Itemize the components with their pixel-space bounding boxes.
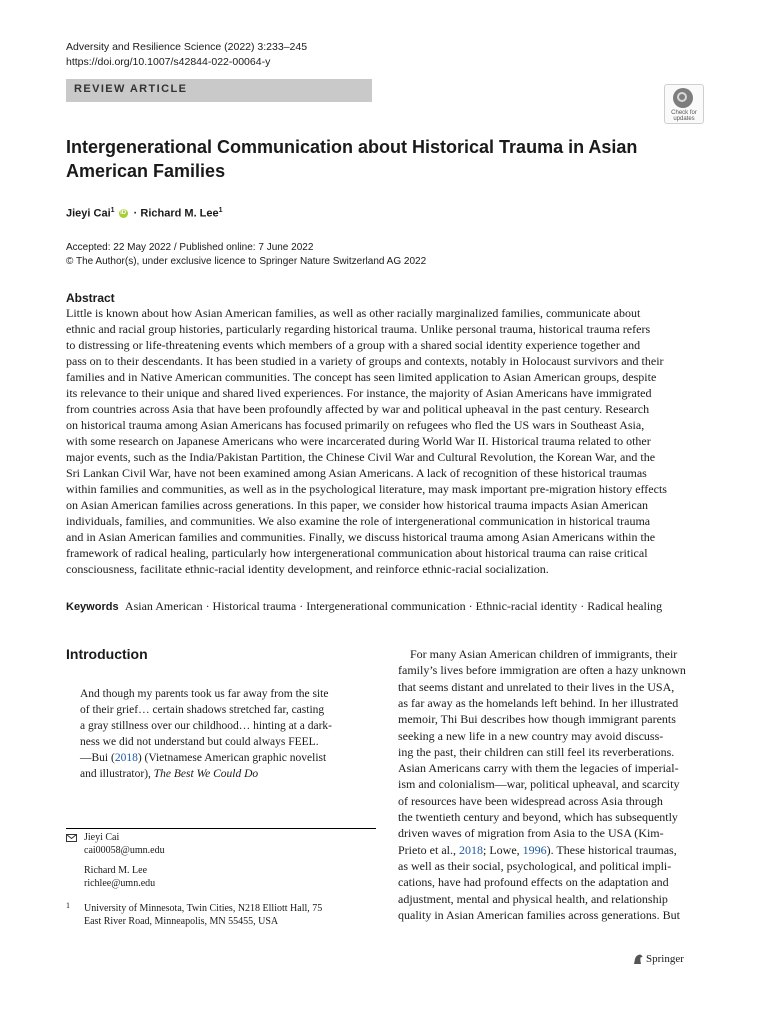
article-title-line: Intergenerational Communication about Historical Trauma in Asian bbox=[66, 137, 638, 157]
abstract-line: within families and communities, as well as in the psychological literature, may mask important pre-migration history effects bbox=[66, 482, 667, 496]
body-text-segment: quality in Asian American families across generations. But bbox=[398, 907, 680, 922]
body-text-segment: adjustment, mental and physical health, and relationship bbox=[398, 891, 668, 906]
epigraph-attribution bbox=[80, 750, 326, 766]
body-text-line bbox=[398, 679, 674, 695]
body-text-line bbox=[398, 793, 663, 809]
affiliation-line: East River Road, Minneapolis, MN 55455, USA bbox=[84, 916, 279, 927]
body-text-line bbox=[398, 809, 678, 825]
abstract-line: individuals, families, and communities. We also examine the role of intergenerational communication in historical trauma bbox=[66, 514, 651, 528]
article-type-label: REVIEW ARTICLE bbox=[74, 83, 188, 95]
abstract-line: its relevance to their unique and shared lived experiences. For instance, the majority of Asian Americans have immigrated bbox=[66, 386, 652, 400]
body-text-segment: memoir, Thi Bui describes how though immigrant parents bbox=[398, 712, 676, 727]
book-title: The Best We Could Do bbox=[153, 768, 259, 780]
epigraph-attribution bbox=[80, 766, 258, 782]
abstract-line: major events, such as the India/Pakistan Partition, the Chinese Civil War and Cultural Revolution, the Korean War, and the bbox=[66, 450, 656, 464]
check-updates-icon-ring bbox=[677, 92, 687, 102]
check-for-updates-badge[interactable] bbox=[664, 84, 704, 124]
journal-citation: Adversity and Resilience Science (2022) 3:233–245 bbox=[66, 41, 308, 53]
body-text-segment: of resources have been widespread across Asia through bbox=[398, 793, 663, 808]
affiliation-marker: 1 bbox=[218, 207, 223, 214]
abstract-line: consciousness, facilitate ethnic-racial identity development, and reinforce ethnic-racial socialization. bbox=[66, 562, 549, 576]
affiliation-number: 1 bbox=[66, 901, 70, 910]
body-text-line bbox=[398, 858, 671, 874]
author-email[interactable]: cai00058@umn.edu bbox=[84, 845, 165, 856]
body-text-segment: as far away as the homelands left behind. In her illustrated bbox=[398, 695, 679, 710]
author-name: Richard M. Lee bbox=[84, 865, 148, 876]
author-separator: · bbox=[130, 207, 141, 220]
body-text-segment: Prieto et al., bbox=[398, 842, 459, 857]
body-text-segment: ). These historical traumas, bbox=[546, 842, 677, 857]
abstract-line: families and in Native American communities. The concept has seen limited application to Asian American groups, despite bbox=[66, 370, 657, 384]
citation-link[interactable]: 1996 bbox=[522, 842, 547, 857]
body-text-line bbox=[398, 891, 668, 907]
check-updates-icon bbox=[673, 88, 693, 108]
body-text-segment: seeking a new life in a new country may avoid discuss- bbox=[398, 728, 664, 743]
abstract-line: on Asian American families across generations. In this paper, we consider how historical trauma impacts Asian American bbox=[66, 498, 649, 512]
body-text-segment: ; Lowe, bbox=[482, 842, 523, 857]
body-text-line bbox=[398, 842, 677, 858]
abstract-line: to distressing or life-threatening events which members of a group with a shared social identity experience together and bbox=[66, 338, 641, 352]
article-title-line: American Families bbox=[66, 161, 226, 181]
body-text-line bbox=[398, 907, 680, 923]
affiliation-marker: 1 bbox=[110, 207, 115, 214]
publisher-name: Springer bbox=[646, 953, 684, 965]
keywords-line bbox=[66, 598, 662, 615]
badge-text-line1: Check for bbox=[671, 110, 697, 116]
citation-link[interactable]: 2018 bbox=[114, 752, 138, 764]
body-text-line bbox=[398, 728, 663, 744]
body-text-segment: For many Asian American children of immigrants, their bbox=[410, 647, 678, 661]
body-text-segment: the twentieth century and beyond, which has subsequently bbox=[398, 810, 678, 824]
publication-dates: Accepted: 22 May 2022 / Published online: 7 June 2022 bbox=[66, 242, 314, 253]
attribution-text: ) (Vietnamese American graphic novelist bbox=[137, 752, 327, 764]
springer-horse-logo-icon bbox=[632, 953, 644, 965]
body-text-segment: ism and colonialism—war, political upheaval, and scarcity bbox=[398, 777, 680, 792]
abstract-line: with some research on Japanese Americans who were incarcerated during World War II. Historical trauma related to other bbox=[66, 434, 651, 448]
badge-text-line2: updates bbox=[673, 116, 695, 122]
abstract-line: Little is known about how Asian American families, as well as other racially marginalized families, communicate about bbox=[66, 306, 641, 320]
body-text-line bbox=[398, 646, 677, 662]
orcid-icon[interactable]: iD bbox=[120, 210, 127, 217]
body-text-segment: ing the past, their children can still feel its reverberations. bbox=[398, 744, 675, 759]
abstract-line: ethnic and racial group histories, particularly regarding historical trauma. Unlike personal trauma, historical trauma refers bbox=[66, 322, 651, 336]
citation-link[interactable]: 2018 bbox=[458, 842, 483, 857]
keywords-list: Asian American · Historical trauma · Intergenerational communication · Ethnic-racial identity · Radical healing bbox=[124, 599, 663, 613]
body-text-line bbox=[398, 695, 678, 711]
body-text-line bbox=[398, 744, 674, 760]
section-heading-introduction: Introduction bbox=[66, 646, 148, 662]
author-list bbox=[66, 203, 223, 222]
body-text-line bbox=[398, 760, 679, 776]
abstract-line: and in Asian American families and communities. Finally, we discuss historical trauma among Asian Americans within the bbox=[66, 530, 656, 544]
affiliation-line: University of Minnesota, Twin Cities, N218 Elliott Hall, 75 bbox=[84, 903, 323, 914]
doi-link[interactable]: https://doi.org/10.1007/s42844-022-00064-y bbox=[66, 56, 271, 68]
envelope-icon bbox=[66, 834, 77, 842]
article-type-banner bbox=[66, 79, 372, 102]
author-name[interactable]: Jieyi Cai bbox=[66, 207, 111, 220]
body-text-line bbox=[398, 711, 676, 727]
attribution-text: and illustrator), bbox=[80, 768, 154, 780]
keywords-label: Keywords bbox=[66, 601, 119, 613]
body-text-segment: cations, have had profound effects on the adaptation and bbox=[398, 875, 669, 890]
abstract-line: framework of radical healing, particularly how intergenerational communication about historical trauma can raise critical bbox=[66, 546, 648, 560]
epigraph-line: ness we did not understand but could always FEEL. bbox=[80, 736, 319, 748]
abstract-heading: Abstract bbox=[66, 291, 115, 305]
body-text-segment: that seems distant and unrelated to their lives in the USA, bbox=[398, 679, 675, 694]
body-text-segment: Asian Americans carry with them the legacies of imperial- bbox=[398, 761, 679, 776]
epigraph-line: And though my parents took us far away from the site bbox=[80, 688, 329, 700]
body-text-line bbox=[398, 662, 686, 678]
abstract-line: Sri Lankan Civil War, have not been examined among Asian Americans. A lack of recognition of these historical traumas bbox=[66, 466, 647, 480]
body-text-line bbox=[398, 825, 664, 841]
author-name[interactable]: Richard M. Lee bbox=[140, 207, 219, 220]
footnote-rule bbox=[66, 828, 376, 829]
abstract-line: on historical trauma among Asian Americans has focused primarily on refugees who fled the US wars in Southeast Asia, bbox=[66, 418, 645, 432]
abstract-line: from countries across Asia that have been profoundly affected by war and political upheaval in the past century. Research bbox=[66, 402, 650, 416]
body-text-segment: family’s lives before immigration are often a hazy unknown bbox=[398, 663, 686, 678]
body-text-segment: driven waves of migration from Asia to the USA (Kim- bbox=[398, 826, 664, 841]
corresponding-author-name: Jieyi Cai bbox=[84, 832, 120, 843]
author-email[interactable]: richlee@umn.edu bbox=[84, 878, 156, 889]
attribution-text: —Bui ( bbox=[80, 752, 115, 764]
body-text-segment: as well as their social, psychological, and political impli- bbox=[398, 858, 672, 873]
body-text-line bbox=[398, 776, 679, 792]
abstract-line: pass on to their descendants. It has been studied in a variety of groups and contexts, notably in Holocaust survivors and their bbox=[66, 354, 664, 368]
body-text-line bbox=[398, 874, 669, 890]
epigraph-line: a gray stillness over our childhood… hinting at a dark- bbox=[80, 720, 332, 732]
copyright-notice: © The Author(s), under exclusive licence to Springer Nature Switzerland AG 2022 bbox=[66, 256, 427, 267]
epigraph-line: of their grief… certain shadows stretched far, casting bbox=[80, 704, 325, 716]
